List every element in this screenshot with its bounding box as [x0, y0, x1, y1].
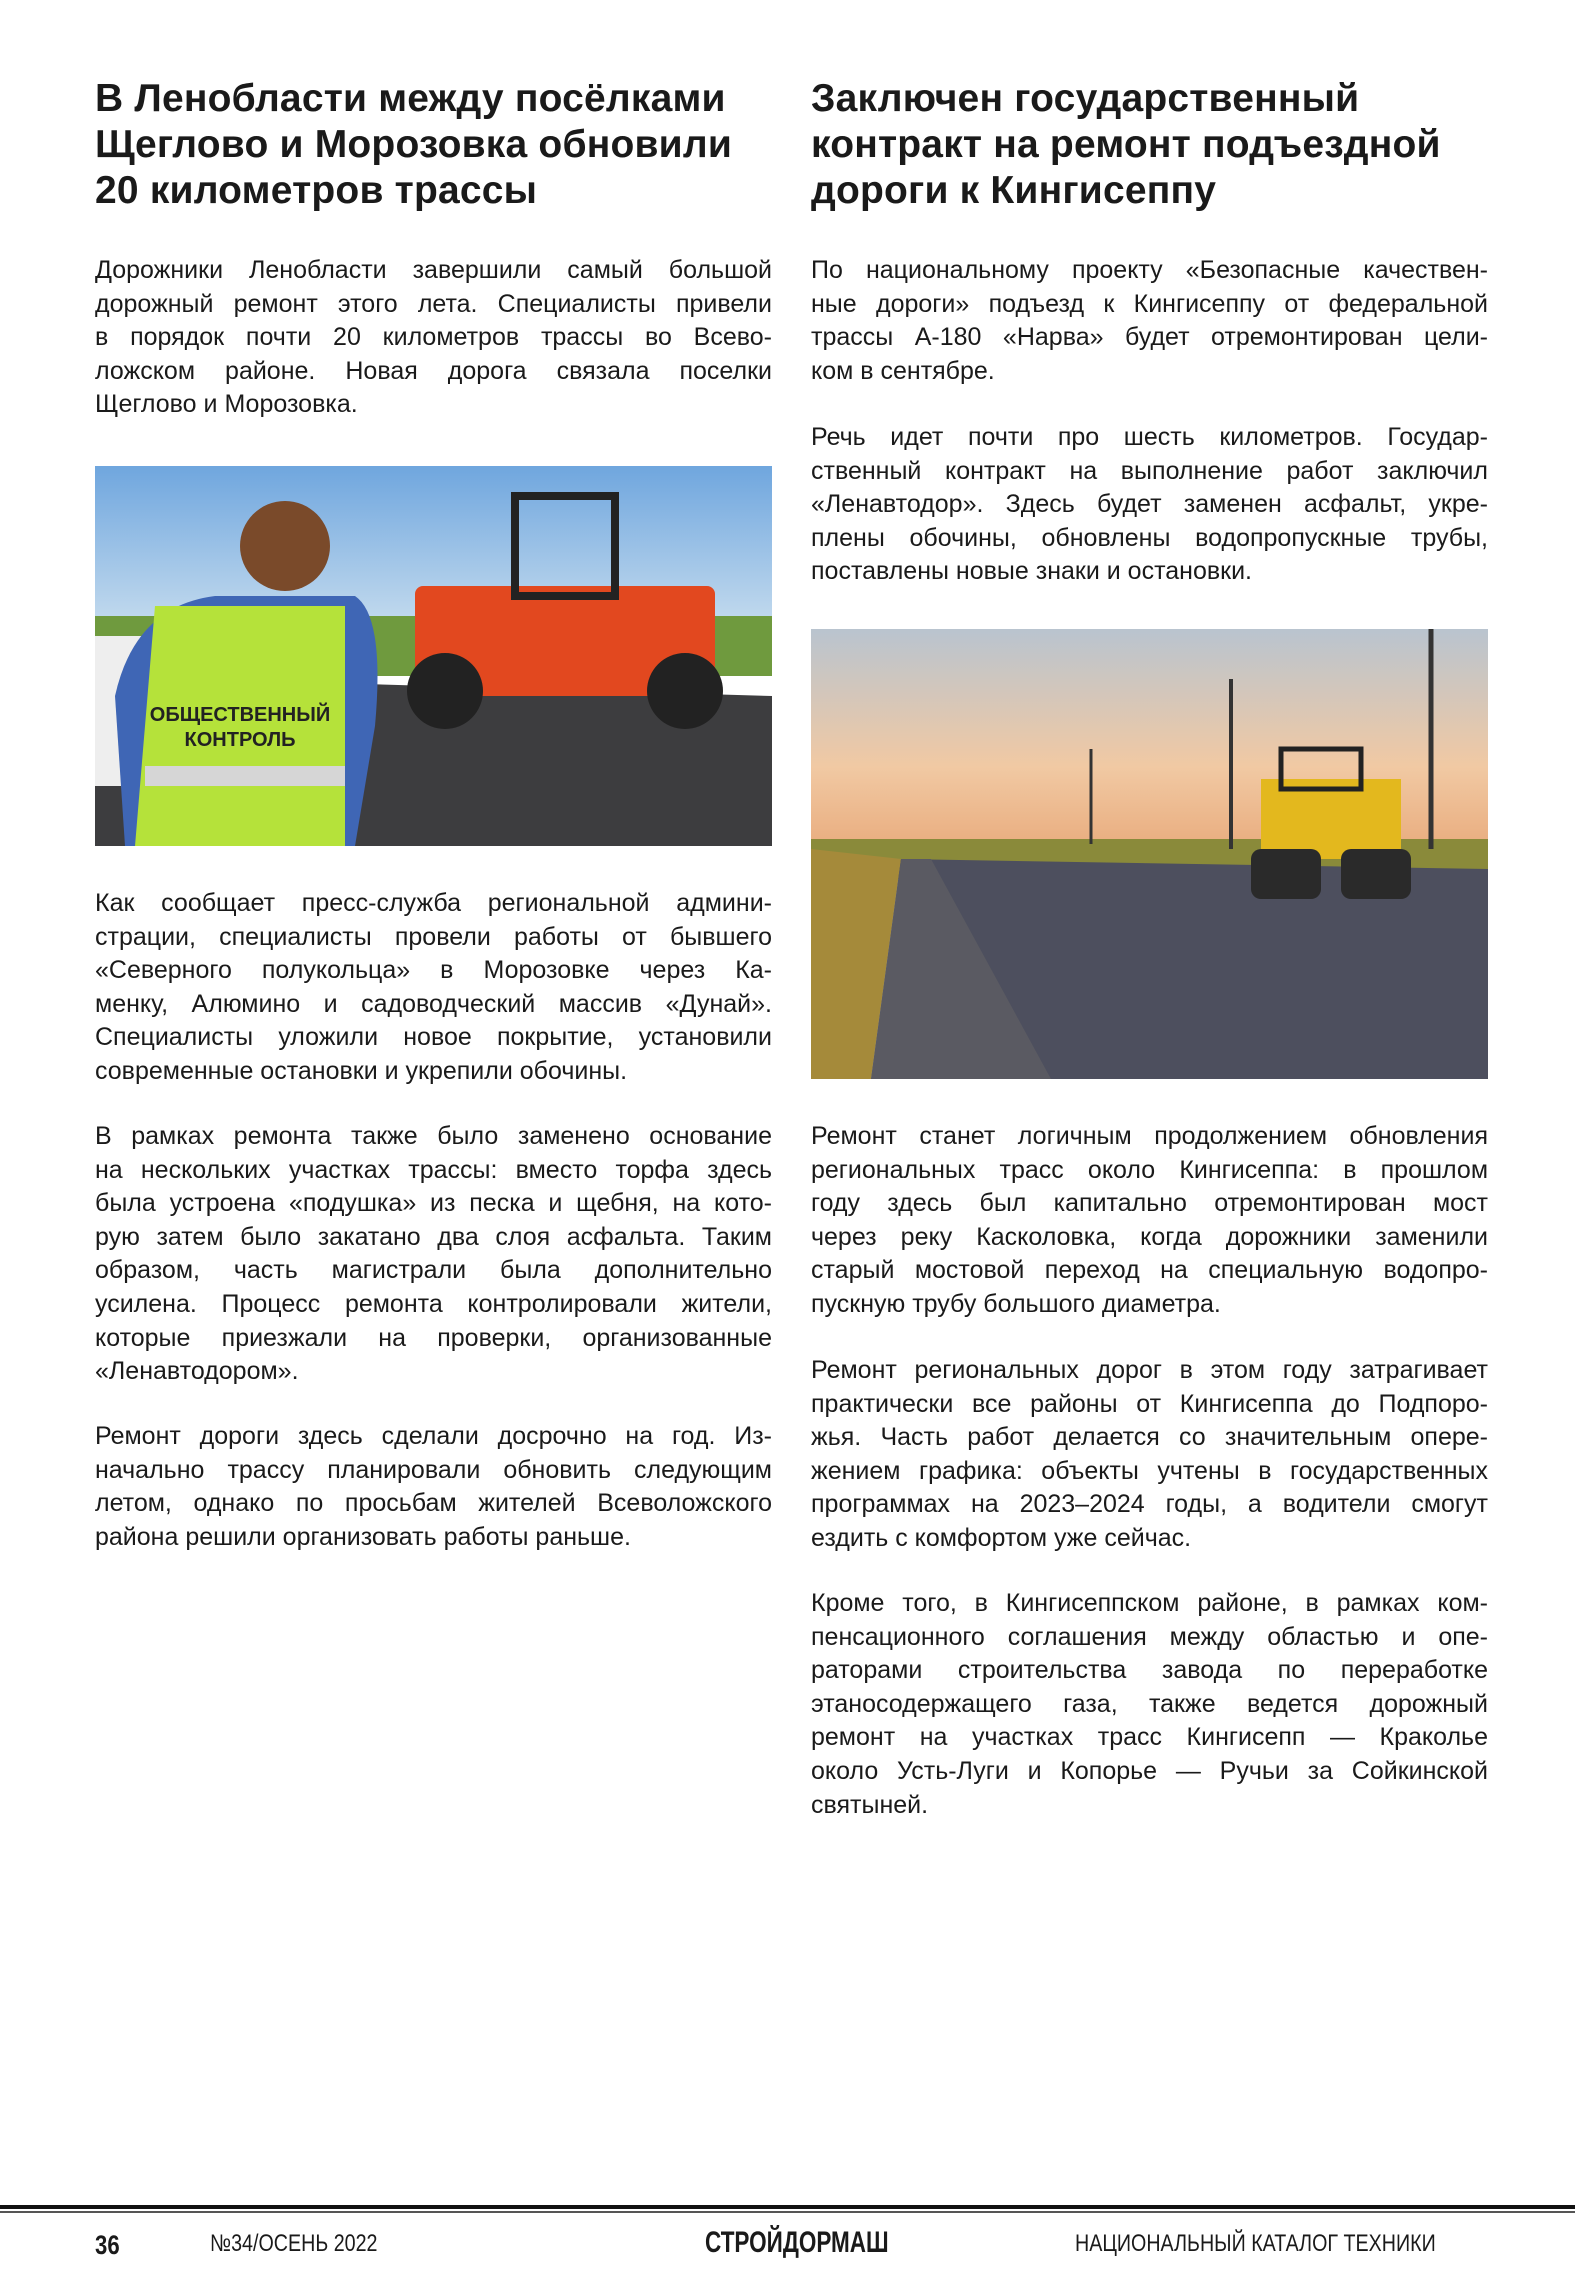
text-line: ложском районе. Новая дорога связала поселки [95, 356, 772, 385]
text-line: старый мостовой переход на специальную водопро- [811, 1256, 1488, 1285]
text-line: около Усть-Луги и Копорье — Ручьи за Сойкинской [811, 1756, 1488, 1785]
text-line: менку, Алюмино и садоводческий массив «Дунай». [95, 989, 772, 1018]
section-label: НАЦИОНАЛЬНЫЙ КАТАЛОГ ТЕХНИКИ [1075, 2230, 1436, 2257]
text-line: региональных трасс около Кингисеппа: в прошлом [811, 1155, 1488, 1184]
text-line: Заключен государственный [811, 77, 1360, 120]
text-line: через реку Касколовка, когда дорожники заменили [811, 1222, 1488, 1251]
photo-road-at-sunset [811, 629, 1488, 1079]
text-line: Специалисты уложили новое покрытие, установили [95, 1023, 772, 1052]
text-line: на нескольких участках трассы: вместо торфа здесь [95, 1155, 772, 1184]
issue-label: №34/ОСЕНЬ 2022 [210, 2230, 378, 2257]
text-line: практически все районы от Кингисеппа до Подпоро- [811, 1389, 1488, 1418]
text-line: Ремонт станет логичным продолжением обновления [811, 1122, 1488, 1150]
text-line: этаносодержащего газа, также ведется дорожный [811, 1689, 1488, 1718]
left-paragraph-1 [95, 254, 772, 422]
text-line: По национальному проекту «Безопасные качествен- [811, 256, 1488, 284]
text-line: «Ленавтодором». [95, 1357, 299, 1386]
right-paragraph-5 [811, 1587, 1488, 1822]
text-line: ездить с комфортом уже сейчас. [811, 1523, 1192, 1552]
left-paragraph-4 [95, 1420, 772, 1554]
text-line: дороги к Кингисеппу [811, 169, 1217, 212]
text-line: жья. Часть работ делается со значительным опере- [811, 1423, 1488, 1452]
text-line: Щеглово и Морозовка. [95, 390, 358, 419]
text-line: начально трассу планировали обновить следующим [95, 1455, 772, 1484]
text-line: программах на 2023–2024 годы, а водители смогут [811, 1490, 1488, 1519]
text-line: трассы А-180 «Нарва» будет отремонтирован цели- [811, 323, 1488, 352]
text-line: ком в сентябре. [811, 356, 995, 385]
text-line: дорожный ремонт этого лета. Специалисты привели [95, 289, 772, 318]
text-line: контракт на ремонт подъездной [811, 123, 1441, 166]
text-line: поставлены новые знаки и остановки. [811, 557, 1252, 586]
page-number: 36 [95, 2230, 120, 2260]
text-line: усилена. Процесс ремонта контролировали жители, [95, 1289, 772, 1318]
left-paragraph-2 [95, 887, 772, 1089]
text-line: святыней. [811, 1790, 929, 1819]
footer-rule-thick [0, 2205, 1575, 2209]
text-line: страции, специалисты провели работы от бывшего [95, 922, 772, 951]
text-line: Речь идет почти про шесть километров. Государ- [811, 423, 1488, 451]
text-line: образом, часть магистрали была дополнительно [95, 1256, 772, 1285]
text-line: жением графика: объекты учтены в государственных [811, 1456, 1488, 1485]
text-line: района решили организовать работы раньше. [95, 1522, 631, 1551]
text-line: Ремонт региональных дорог в этом году затрагивает [811, 1356, 1488, 1384]
text-line: современные остановки и укрепили обочины. [95, 1056, 628, 1085]
text-line: была устроена «подушка» из песка и щебня, на кото- [95, 1189, 772, 1218]
text-line: рую затем было закатано два слоя асфальта. Таким [95, 1222, 772, 1251]
text-line: пускную трубу большого диаметра. [811, 1289, 1221, 1318]
text-line: которые приезжали на проверки, организованные [95, 1323, 772, 1352]
left-paragraph-3 [95, 1120, 772, 1389]
photo-road-roller-inspection [95, 466, 772, 846]
left-article-title [95, 76, 732, 214]
text-line: Дорожники Ленобласти завершили самый большой [95, 256, 772, 284]
right-paragraph-4 [811, 1354, 1488, 1556]
text-line: в порядок почти 20 километров трассы во Всево- [95, 323, 772, 352]
text-line: «Северного полукольца» в Морозовке через Ка- [95, 956, 772, 985]
text-line: раторами строительства завода по переработке [811, 1656, 1488, 1685]
text-line: Как сообщает пресс-служба региональной админи- [95, 889, 772, 917]
text-line: ственный контракт на выполнение работ заключил [811, 456, 1488, 485]
text-line: году здесь был капитально отремонтирован мост [811, 1189, 1488, 1218]
right-article-title [811, 76, 1441, 214]
text-line: пенсационного соглашения между областью и опе- [811, 1622, 1488, 1651]
text-line: В рамках ремонта также было заменено основание [95, 1122, 772, 1150]
vest-text-2: КОНТРОЛЬ [184, 729, 296, 751]
text-line: 20 километров трассы [95, 169, 538, 212]
text-line: Кроме того, в Кингисеппском районе, в рамках ком- [811, 1589, 1488, 1617]
right-paragraph-3 [811, 1120, 1488, 1322]
footer-rule-thin [0, 2211, 1575, 2213]
text-line: ные дороги» подъезд к Кингисеппу от федеральной [811, 289, 1488, 318]
text-line: Ремонт дороги здесь сделали досрочно на год. Из- [95, 1422, 772, 1450]
right-paragraph-2 [811, 421, 1488, 589]
text-line: Щеглово и Морозовка обновили [95, 123, 733, 166]
vest-text-1: ОБЩЕСТВЕННЫЙ [149, 704, 331, 726]
magazine-logo: СТРОЙДОРМАШ [705, 2226, 889, 2259]
text-line: В Ленобласти между посёлками [95, 77, 726, 120]
text-line: плены обочины, обновлены водопропускные трубы, [811, 523, 1488, 552]
text-line: ремонт на участках трасс Кингисепп — Краколье [811, 1723, 1488, 1752]
text-line: «Ленавтодор». Здесь будет заменен асфальт, укре- [811, 490, 1488, 519]
right-paragraph-1 [811, 254, 1488, 388]
text-line: летом, однако по просьбам жителей Всеволожского [95, 1489, 772, 1518]
